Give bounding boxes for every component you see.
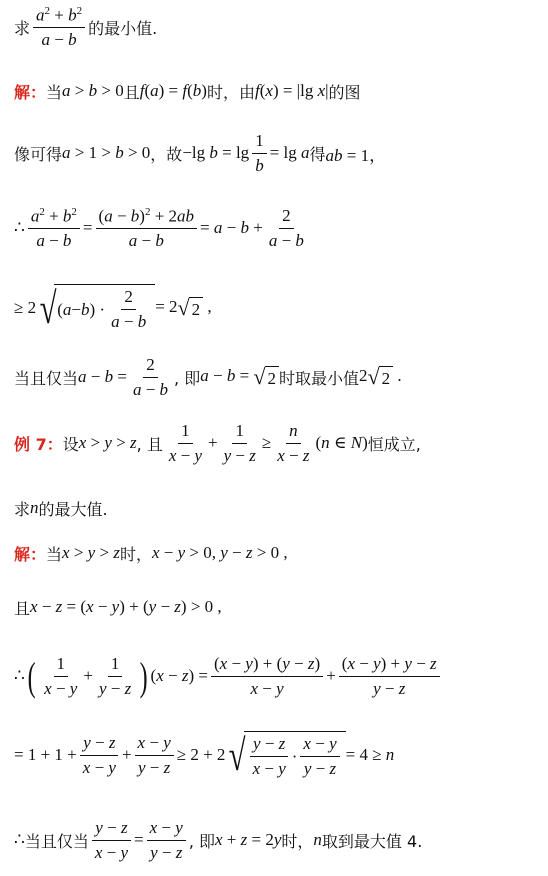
fraction: $\frac{x - y}{y - z}$ (147, 818, 186, 862)
text: 的图 (328, 82, 361, 102)
fraction: $\frac{1}{y - z}$ (223, 420, 256, 465)
line-3: 像可得 a > 1 > b > 0 ，故 −lg b = lg $\frac{1}{b}$ = lg a 得 ab = 1， (14, 130, 387, 175)
text: 像可得 (14, 144, 63, 164)
fraction: $\frac{x - y}{y - z}$ (135, 733, 174, 777)
text: ，故 (150, 144, 183, 164)
fraction: $\frac{y - z}{x - y}$ (92, 818, 131, 862)
solution-label: 解： (14, 544, 47, 564)
text: 且 (14, 598, 31, 618)
fraction: $\frac{n}{x - z}$ (277, 420, 310, 465)
sqrt: √ ( a − b ) · $\frac{2}{a - b}$ (36, 283, 155, 334)
fraction: $\frac{y - z}{x - y}$ (80, 733, 119, 777)
example-label: 例 7： (14, 434, 63, 454)
text: 取到最大值 4. (321, 831, 423, 851)
fraction: $\frac{2}{a - b}$ (132, 354, 169, 399)
text: 时， (281, 831, 314, 851)
text: 时取最小值 (279, 368, 360, 388)
text: 求 (14, 499, 31, 519)
text: 当 (46, 544, 63, 564)
line-12: = 1 + 1 + $\frac{y - z}{x - y}$ + $\frac{x - y}{y - z}$ ≥ 2 + 2 √ $\frac{y - z}{x - y}$ · $\frac{x - y}{y - z}$ = 4 ≥ n (14, 730, 395, 780)
fraction: $\frac{1}{b}$ (252, 131, 267, 175)
text: 求 (14, 18, 31, 38)
line-9: 解： 当 x > y > z 时， x − y > 0, y − z > 0 , (14, 543, 288, 564)
text: 当且仅当 (14, 368, 79, 388)
fraction: $\frac{2}{a - b}$ (268, 205, 304, 250)
line-6: 当且仅当 a − b = $\frac{2}{a - b}$ , 即 a − b = √ 2 时取最小值 2 √ 2 . (14, 354, 402, 399)
line-2: 解： 当 a > b > 0 且 f(a) = f(b) 时，由 f(x) = |lg x| 的图 (14, 81, 361, 102)
solution-label: 解： (14, 82, 47, 102)
text: 当 (46, 82, 63, 102)
line-10: 且 x − z = (x − y) + (y − z) > 0 , (14, 597, 222, 618)
text: 的最大值. (38, 499, 108, 519)
text: 时， (119, 544, 152, 564)
text: , 且 (136, 434, 163, 454)
line-11: ∴ ( $\frac{1}{x - y}$ + $\frac{1}{y - z}$ ) (x − z) = $\frac{(x - y) + (y - z)}{x - y}$ + $\frac{(x - y) + y - z}{y - z}$ (14, 648, 542, 704)
line-13: ∴ 当且仅当 $\frac{y - z}{x - y}$ = $\frac{x - y}{y - z}$ , 即 x + z = 2y 时， n 取到最大值 4. (14, 817, 423, 862)
text: , 即 (188, 831, 215, 851)
line-1 (14, 2, 542, 52)
text: , 即 (174, 368, 201, 388)
text: 设 (62, 434, 79, 454)
line-7: 例 7： 设 x > y > z , 且 $\frac{1}{x - y}$ + $\frac{1}{y - z}$ ≥ $\frac{n}{x - z}$ (n ∈ N) 恒成立, (14, 420, 421, 465)
text: 恒成立, (367, 434, 421, 454)
text: 的最小值. (88, 18, 158, 38)
text: 得 (309, 144, 326, 164)
fraction: $\frac{1}{x - y}$ (168, 420, 203, 465)
text: 且 (123, 82, 140, 102)
fraction: $\frac{a^2 + b^2}{a - b}$ (28, 206, 80, 251)
text: 当且仅当 (24, 831, 89, 851)
line-4: ∴ $\frac{a^2 + b^2}{a - b}$ = $\frac{(a - b)^2 + 2ab}{a - b}$ = a − b + $\frac{2}{a - b}$ (14, 203, 542, 253)
fraction: $\frac{a^2 + b^2}{a - b}$ (33, 5, 85, 50)
sqrt: √ $\frac{y - z}{x - y}$ · $\frac{x - y}{y - z}$ (225, 730, 345, 781)
fraction: $\frac{(a - b)^2 + 2ab}{a - b}$ (96, 206, 198, 251)
line-5: ≥ 2 √ ( a − b ) · $\frac{2}{a - b}$ = 2 √ 2 , (14, 283, 212, 333)
fraction: $\frac{(x - y) + (y - z)}{x - y}$ (211, 654, 323, 698)
fraction: $\frac{(x - y) + y - z}{y - z}$ (339, 654, 440, 698)
line-8: 求 n 的最大值. (14, 498, 108, 519)
text: 时，由 (206, 82, 255, 102)
fraction: $\frac{1}{y - z}$ (98, 653, 132, 698)
fraction: $\frac{1}{x - y}$ (44, 653, 78, 698)
